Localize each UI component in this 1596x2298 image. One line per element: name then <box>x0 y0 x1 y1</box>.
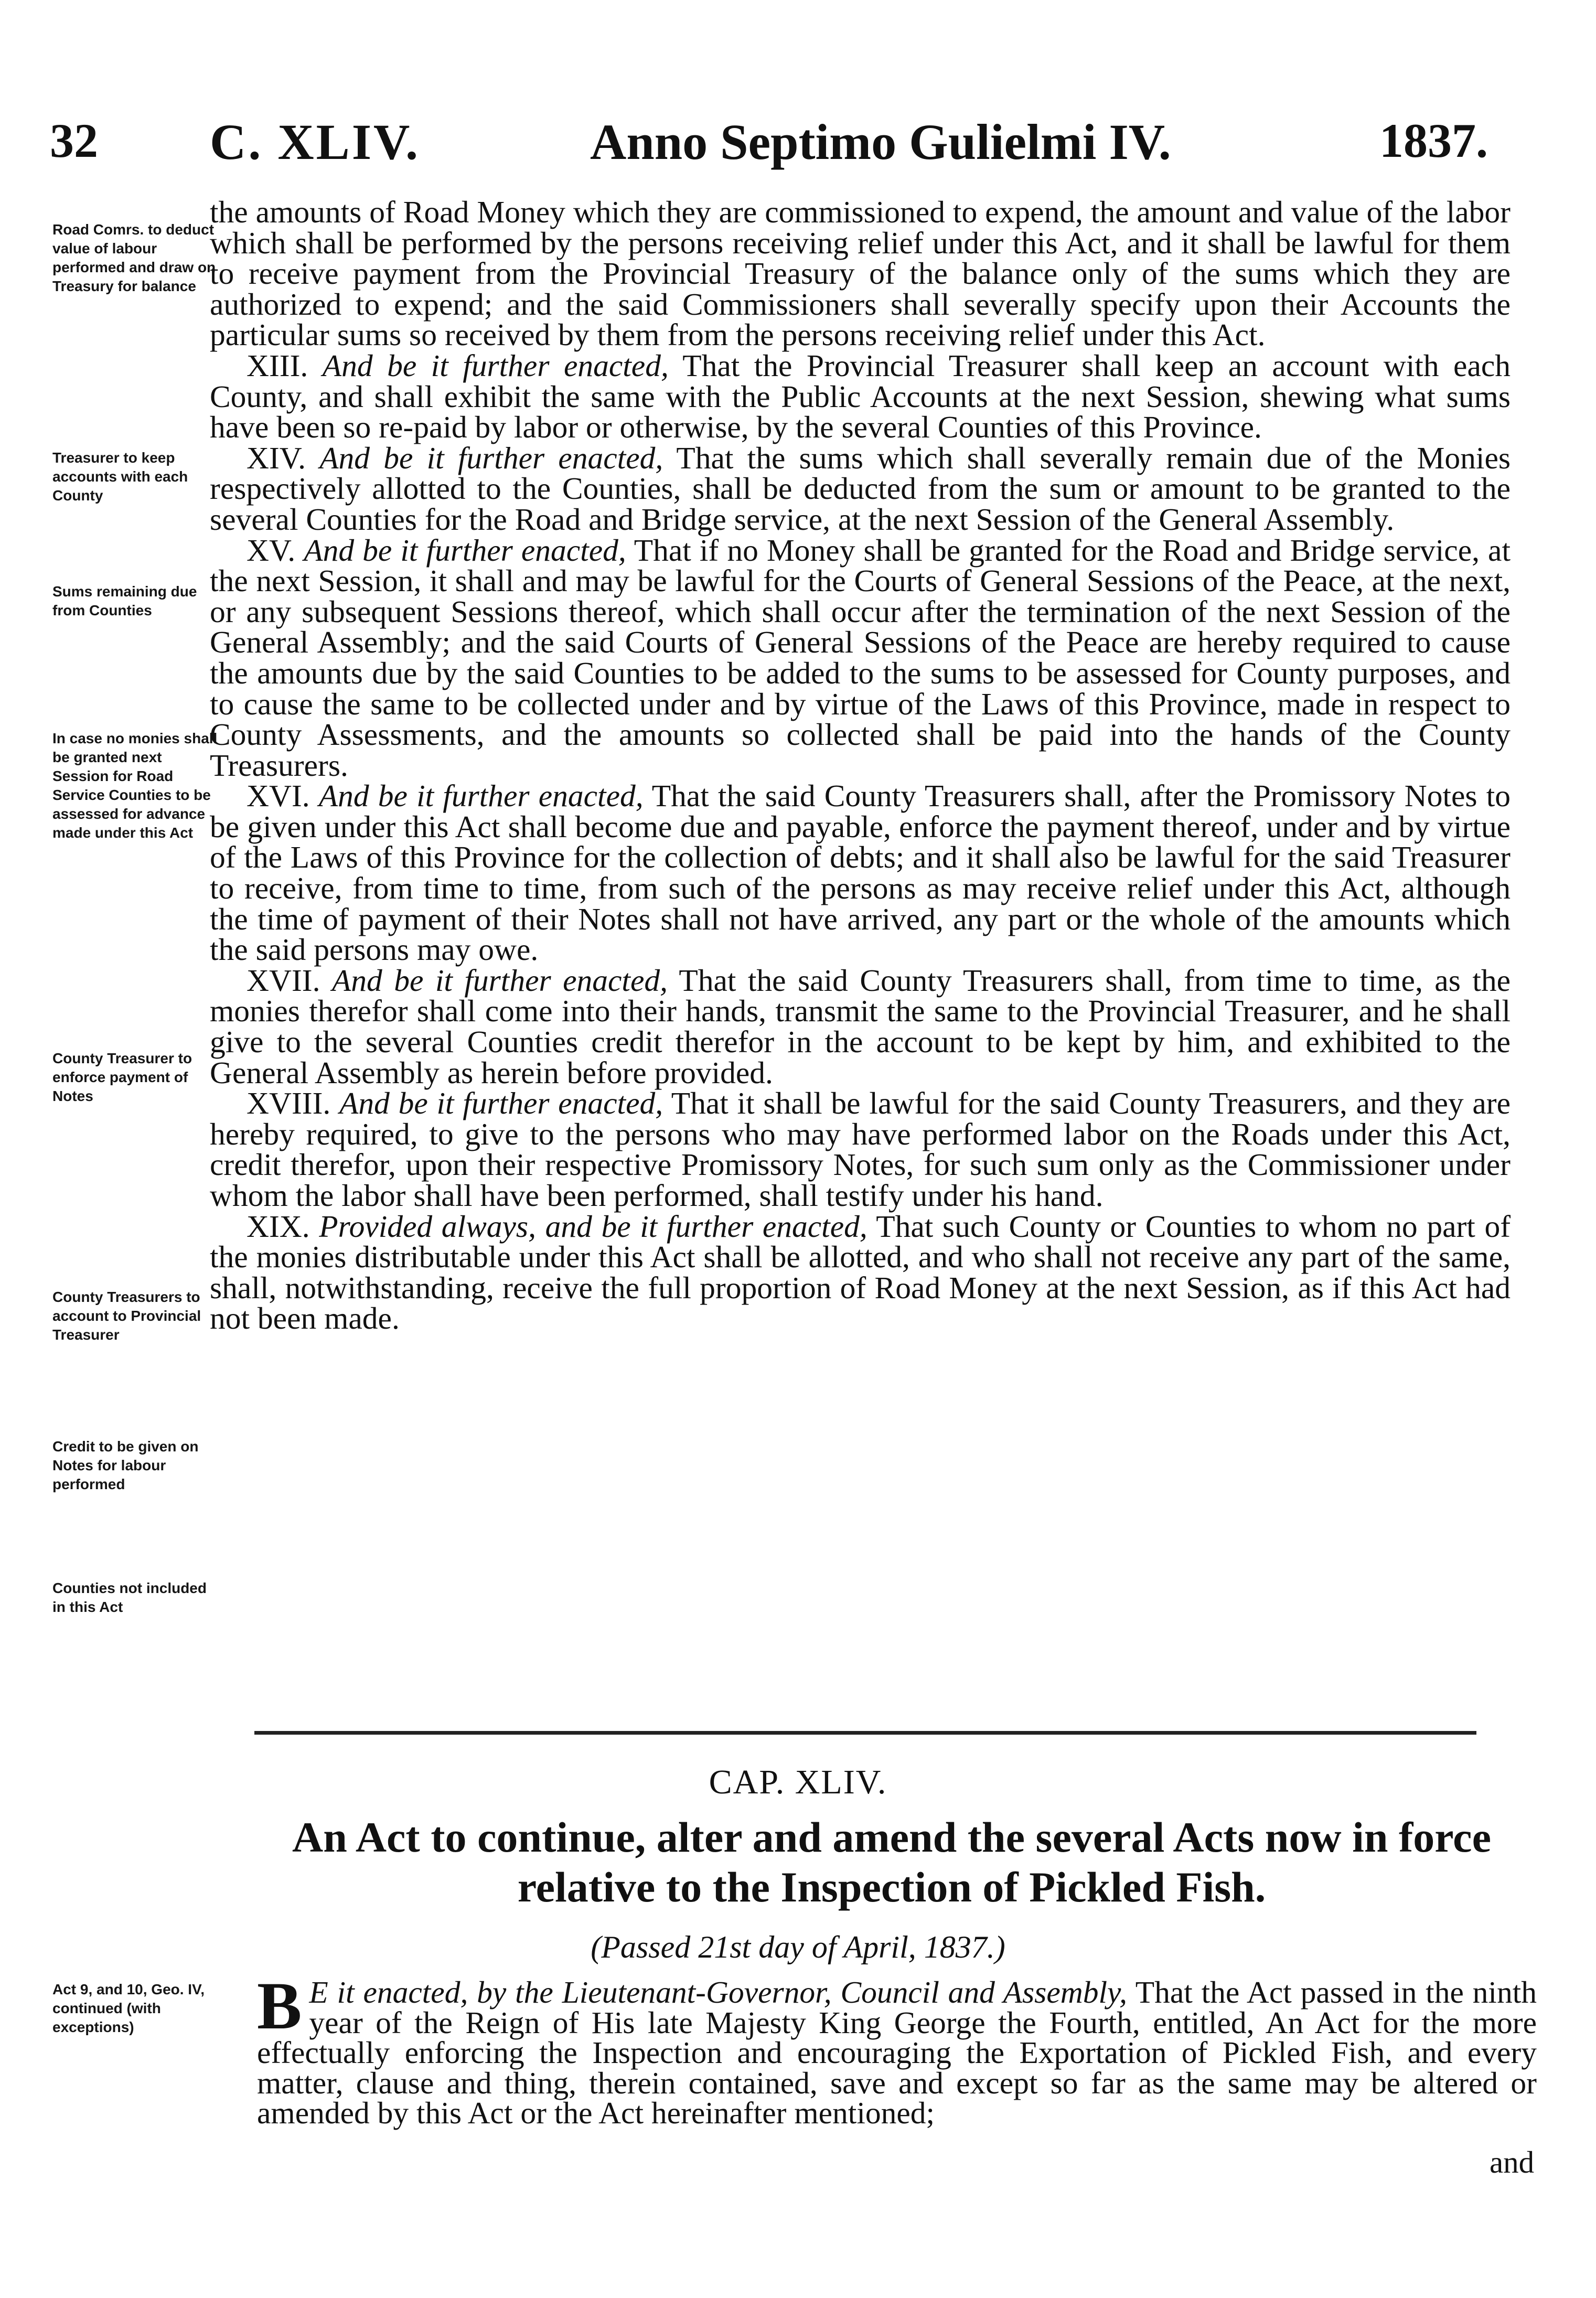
margin-note: In case no monies shall be granted next Session for Road Service Counties to be assessed for advance made under this Act <box>52 730 218 841</box>
section-text: That the Provincial Treasurer shall keep an account with each County, and shall exhibit the same with the Public Accounts at the next Session, shewing what sums have been so re-paid by labor or otherwise, by the several Counties of this Province. <box>210 348 1511 445</box>
running-title: Anno Septimo Gulielmi IV. <box>590 114 1171 170</box>
section-xiv <box>210 440 1511 537</box>
margin-note: Sums remaining due from Counties <box>52 583 197 618</box>
section-number: XVI. <box>247 778 310 814</box>
enacting-phrase: And be it further enacted, <box>304 532 626 568</box>
act-enacting-clause <box>257 1969 1537 2130</box>
enacting-phrase: And be it further enacted, <box>318 778 644 814</box>
catchword: and <box>1490 2145 1535 2179</box>
drop-cap: B <box>257 1969 302 2043</box>
statute-body <box>210 197 1511 1334</box>
section-number: XIX. <box>247 1209 310 1244</box>
chapter-reference: C. XLIV. <box>210 114 420 170</box>
section-xiii <box>210 350 1511 443</box>
clause-text: That the Act passed in the ninth year of the Reign of His late Majesty King George the Fourth, entitled, An Act for the more effectually enforcing the Inspection and encouraging the Exportation of Pickled Fish, and every matter, clause and thing, therein contained, save and except so far as the same may be altered or amended by this Act or the Act hereinafter mentioned; <box>257 1975 1537 2130</box>
section-text: That if no Money shall be granted for the Road and Bridge service, at the next Session, it shall and may be lawful for the Courts of General Sessions of the Peace, at the next, or any subsequent Sessions thereof, which shall occur after the termination of the next Session of the General Assembly; and the said Courts of General Sessions of the Peace are hereby required to cause the amounts due by the said Counties to be added to the sums to be assessed for County purposes, and to cause the same to be collected under and by virtue of the Laws of this Province, made in respect to County Assessments, and the amounts so collected shall be paid into the hands of the County Treasurers. <box>210 532 1511 783</box>
page-number: 32 <box>50 114 98 167</box>
enacting-phrase: Provided always, and be it further enacted, <box>319 1209 867 1244</box>
margin-note: Act 9, and 10, Geo. IV, continued (with exceptions) <box>52 1981 205 2035</box>
section-number: XVII. <box>247 963 320 998</box>
margin-note: Treasurer to keep accounts with each County <box>52 450 188 504</box>
margin-note: County Treasurer to enforce payment of Notes <box>52 1050 192 1104</box>
section-xvi <box>210 778 1511 967</box>
section-number: XIII. <box>247 348 308 383</box>
section-text: That such County or Counties to whom no part of the monies distributable under this Act shall be allotted, and who shall not receive any part of the same, shall, notwithstanding, receive the full proportion of Road Money at the next Session, as if this Act had not been made. <box>210 1209 1511 1336</box>
section-xviii <box>210 1088 1511 1211</box>
margin-note: Road Comrs. to deduct value of labour performed and draw on Treasury for balance <box>52 221 216 294</box>
section-text: That it shall be lawful for the said County Treasurers, and they are hereby required, to give to the persons who may have performed labor on the Roads under this Act, credit therefor, upon their respective Promissory Notes, for such sum only as the Commissioner under whom the labor shall have been performed, shall testify under his hand. <box>210 1086 1511 1213</box>
section-xix <box>210 1211 1511 1334</box>
enacting-phrase: And be it further enacted, <box>339 1086 663 1121</box>
margin-note: Counties not included in this Act <box>52 1580 207 1615</box>
act-title: An Act to continue, alter and amend the several Acts now in force relative to the Inspection of Pickled Fish. <box>292 1813 1491 1911</box>
section-continuation: the amounts of Road Money which they are commissioned to expend, the amount and value of the labor which shall be performed by the persons receiving relief under this Act, and it shall be lawful for them to receive payment from the Provincial Treasury of the balance only of the sums which they are authorized to expend; and the said Commissioners shall severally specify upon their Accounts the particular sums so received by them from the persons receiving relief under this Act. <box>210 195 1511 352</box>
section-text: That the said County Treasurers shall, after the Promissory Notes to be given under this Act shall become due and payable, enforce the payment thereof, under and by virtue of the Laws of this Province for the collection of debts; and it shall also be lawful for the said Treasurer to receive, from time to time, from such of the persons as may receive relief under this Act, although the time of payment of their Notes shall not have arrived, any part or the whole of the amounts which the said persons may owe. <box>210 778 1511 967</box>
section-xvii <box>210 965 1511 1088</box>
enacting-phrase: And be it further enacted, <box>322 348 669 383</box>
section-text: That the sums which shall severally remain due of the Monies respectively allotted to the Counties, shall be deducted from the sum or amount to be granted to the several Counties for the Road and Bridge service, at the next Session of the General Assembly. <box>210 440 1511 537</box>
section-number: XIV. <box>247 440 306 475</box>
enacting-formula: E it enacted, by the Lieutenant-Governor, Council and Assembly, <box>309 1975 1127 2010</box>
section-divider <box>254 1731 1476 1735</box>
enacting-phrase: And be it further enacted, <box>319 440 663 475</box>
passed-date: (Passed 21st day of April, 1837.) <box>591 1930 1005 1964</box>
enacting-phrase: And be it further enacted, <box>331 963 668 998</box>
chapter-number: CAP. XLIV. <box>709 1763 887 1801</box>
margin-note: County Treasurers to account to Provincial Treasurer <box>52 1289 201 1343</box>
margin-note: Credit to be given on Notes for labour performed <box>52 1438 199 1492</box>
section-xv <box>210 532 1511 783</box>
page-header <box>50 113 1497 191</box>
header-year: 1837. <box>1379 114 1488 167</box>
section-text: That the said County Treasurers shall, from time to time, as the monies therefor shall come into their hands, transmit the same to the Provincial Treasurer, and he shall give to the several Counties credit therefor in the account to be kept by him, and exhibited to the General Assembly as herein before provided. <box>210 963 1511 1090</box>
section-number: XVIII. <box>247 1086 331 1121</box>
section-number: XV. <box>247 532 296 568</box>
